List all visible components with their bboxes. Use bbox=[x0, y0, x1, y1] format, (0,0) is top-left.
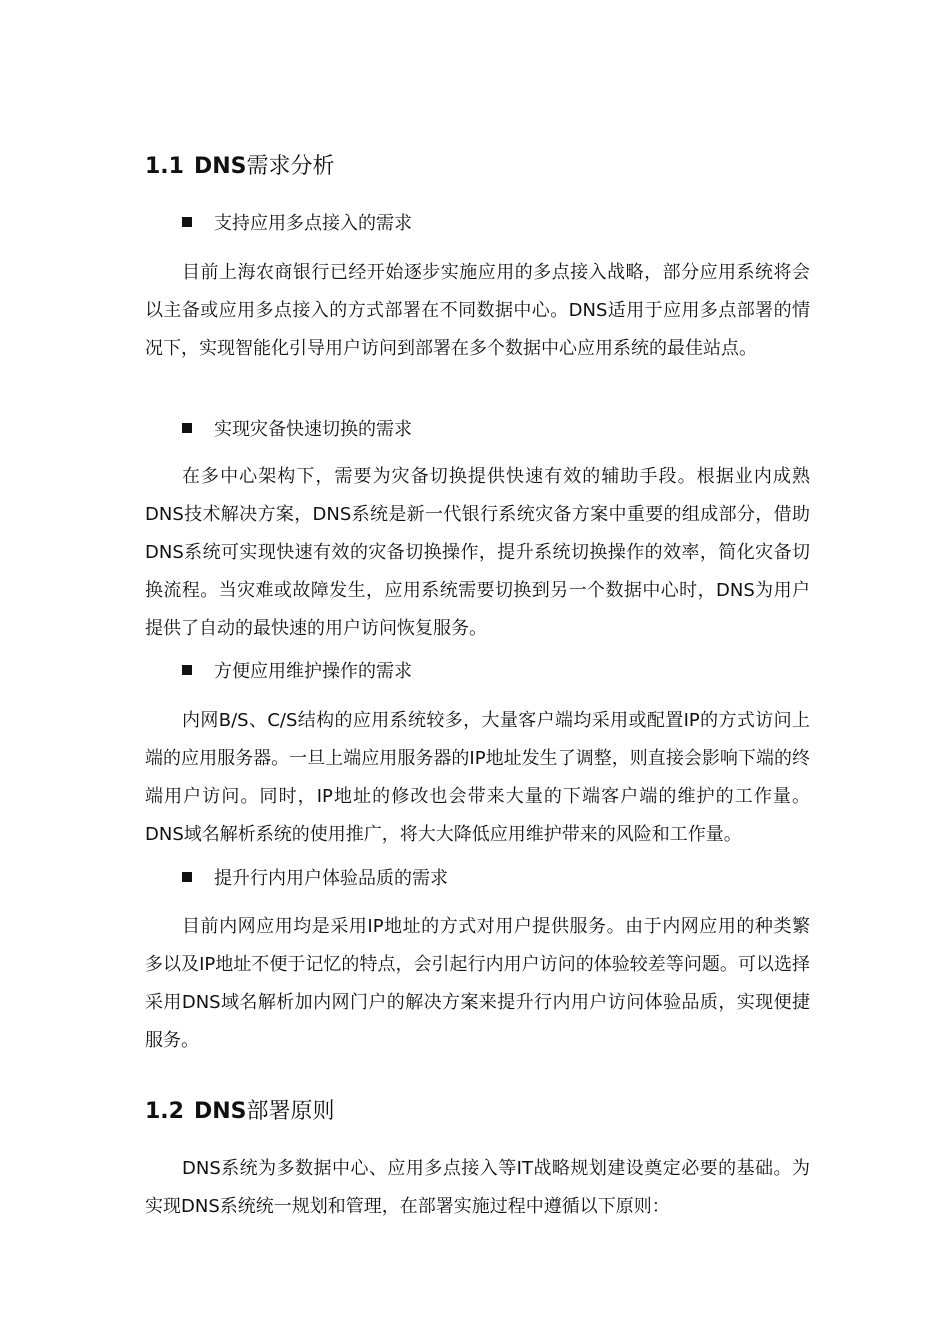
bullet-item bbox=[182, 867, 448, 891]
body-paragraph: 在多中心架构下，需要为灾备切换提供快速有效的辅助手段。根据业内成熟DNS技术解决方案，DNS系统是新一代银行系统灾备方案中重要的组成部分，借助DNS系统可实现快速有效的灾备切换操作，提升系统切换操作的效率，简化灾备切换流程。当灾难或故障发生，应用系统需要切换到另一个数据中心时，DNS为用户提供了自动的最快速的用户访问恢复服务。 bbox=[145, 466, 810, 639]
bullet-text: 实现灾备快速切换的需求 bbox=[214, 419, 412, 440]
section-heading-1-1 bbox=[145, 152, 335, 182]
bullet-text: 提升行内用户体验品质的需求 bbox=[214, 868, 448, 889]
section-number: 1.2 bbox=[145, 1099, 184, 1124]
section-heading-1-2 bbox=[145, 1097, 335, 1127]
section-title-latin: DNS bbox=[193, 154, 247, 179]
bullet-item bbox=[182, 212, 412, 236]
bullet-item bbox=[182, 660, 412, 684]
section-title-latin: DNS bbox=[193, 1099, 247, 1124]
square-bullet-icon bbox=[182, 217, 192, 227]
bullet-text: 方便应用维护操作的需求 bbox=[214, 661, 412, 682]
section-number: 1.1 bbox=[145, 154, 184, 179]
section-title-cjk: 需求分析 bbox=[246, 154, 335, 179]
body-paragraph: 目前内网应用均是采用IP地址的方式对用户提供服务。由于内网应用的种类繁多以及IP地址不便于记忆的特点，会引起行内用户访问的体验较差等问题。可以选择采用DNS域名解析加内网门户的解决方案来提升行内用户访问体验品质，实现便捷服务。 bbox=[145, 916, 810, 1051]
body-paragraph: 内网B/S、C/S结构的应用系统较多，大量客户端均采用或配置IP的方式访问上端的应用服务器。一旦上端应用服务器的IP地址发生了调整，则直接会影响下端的终端用户访问。同时，IP地址的修改也会带来大量的下端客户端的维护的工作量。DNS域名解析系统的使用推广，将大大降低应用维护带来的风险和工作量。 bbox=[145, 710, 810, 845]
square-bullet-icon bbox=[182, 872, 192, 882]
body-paragraph: DNS系统为多数据中心、应用多点接入等IT战略规划建设奠定必要的基础。为实现DNS系统统一规划和管理，在部署实施过程中遵循以下原则： bbox=[145, 1158, 810, 1217]
bullet-text: 支持应用多点接入的需求 bbox=[214, 213, 412, 234]
bullet-item bbox=[182, 418, 412, 442]
square-bullet-icon bbox=[182, 665, 192, 675]
section-title-cjk: 部署原则 bbox=[246, 1099, 335, 1124]
square-bullet-icon bbox=[182, 423, 192, 433]
body-paragraph: 目前上海农商银行已经开始逐步实施应用的多点接入战略，部分应用系统将会以主备或应用多点接入的方式部署在不同数据中心。DNS适用于应用多点部署的情况下，实现智能化引导用户访问到部署在多个数据中心应用系统的最佳站点。 bbox=[145, 262, 810, 359]
